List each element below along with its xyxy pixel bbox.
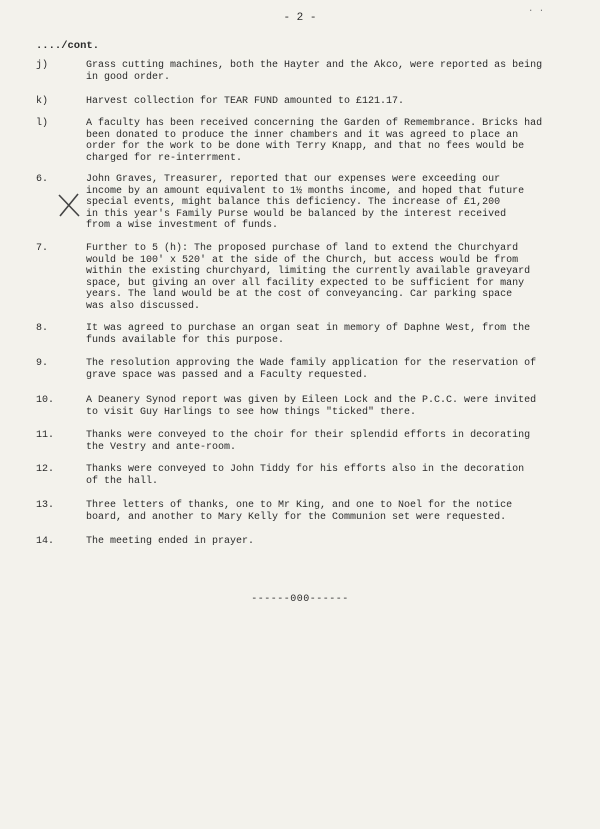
item-text: Thanks were conveyed to the choir for their splendid efforts in decorating the Vestry and ante-room.: [86, 430, 531, 453]
item-text: Harvest collection for TEAR FUND amounted to £121.17.: [86, 96, 405, 107]
item-label: 8.: [36, 323, 49, 334]
continuation-marker: ..../cont.: [36, 40, 100, 52]
item-text: Thanks were conveyed to John Tiddy for his efforts also in the decoration of the hall.: [86, 464, 525, 487]
item-label: 6.: [36, 174, 49, 185]
item-text: A faculty has been received concerning the Garden of Remembrance. Bricks had been donated to produce the inner chambers and it was agreed to place an order for the work to be done with Terry Knapp, and that no fees would be charged for re-interrment.: [86, 118, 543, 164]
item-text: Further to 5 (h): The proposed purchase of land to extend the Churchyard would be 100' x 520' at the side of the Church, but access would be from within the existing churchyard, limiting the currently available graveyard space, but giving an over all facility expected to be sufficient for many years. The land would be at the cost of conveyancing. Car parking space was also discussed.: [86, 243, 531, 312]
item-text: Three letters of thanks, one to Mr King, and one to Noel for the notice board, and another to Mary Kelly for the Communion set were requested.: [86, 500, 513, 523]
item-label: 14.: [36, 536, 55, 547]
end-separator: ------000------: [251, 594, 349, 605]
item-label: 11.: [36, 430, 55, 441]
item-label: j): [36, 60, 49, 71]
corner-mark: · ·: [528, 6, 545, 16]
item-text: A Deanery Synod report was given by Eileen Lock and the P.C.C. were invited to visit Guy Harlings to see how things "ticked" there.: [86, 395, 537, 418]
item-label: l): [36, 118, 49, 129]
item-label: 7.: [36, 243, 49, 254]
item-text: The meeting ended in prayer.: [86, 536, 255, 547]
page-number: - 2 -: [283, 12, 317, 24]
item-label: 12.: [36, 464, 55, 475]
item-label: 9.: [36, 358, 49, 369]
item-text: The resolution approving the Wade family application for the reservation of grave space was passed and a Faculty requested.: [86, 358, 537, 381]
item-label: k): [36, 96, 49, 107]
x-cross-mark-icon: [56, 192, 82, 218]
item-label: 10.: [36, 395, 55, 406]
item-text: Grass cutting machines, both the Hayter and the Akco, were reported as being in good order.: [86, 60, 543, 83]
item-text: It was agreed to purchase an organ seat in memory of Daphne West, from the funds available for this purpose.: [86, 323, 531, 346]
item-text: John Graves, Treasurer, reported that our expenses were exceeding our income by an amount equivalent to 1½ months income, and hoped that future special events, might balance this deficiency. The increase of £1,200 in this year's Family Purse would be balanced by the interest received from a wise investment of funds.: [86, 174, 525, 232]
item-label: 13.: [36, 500, 55, 511]
